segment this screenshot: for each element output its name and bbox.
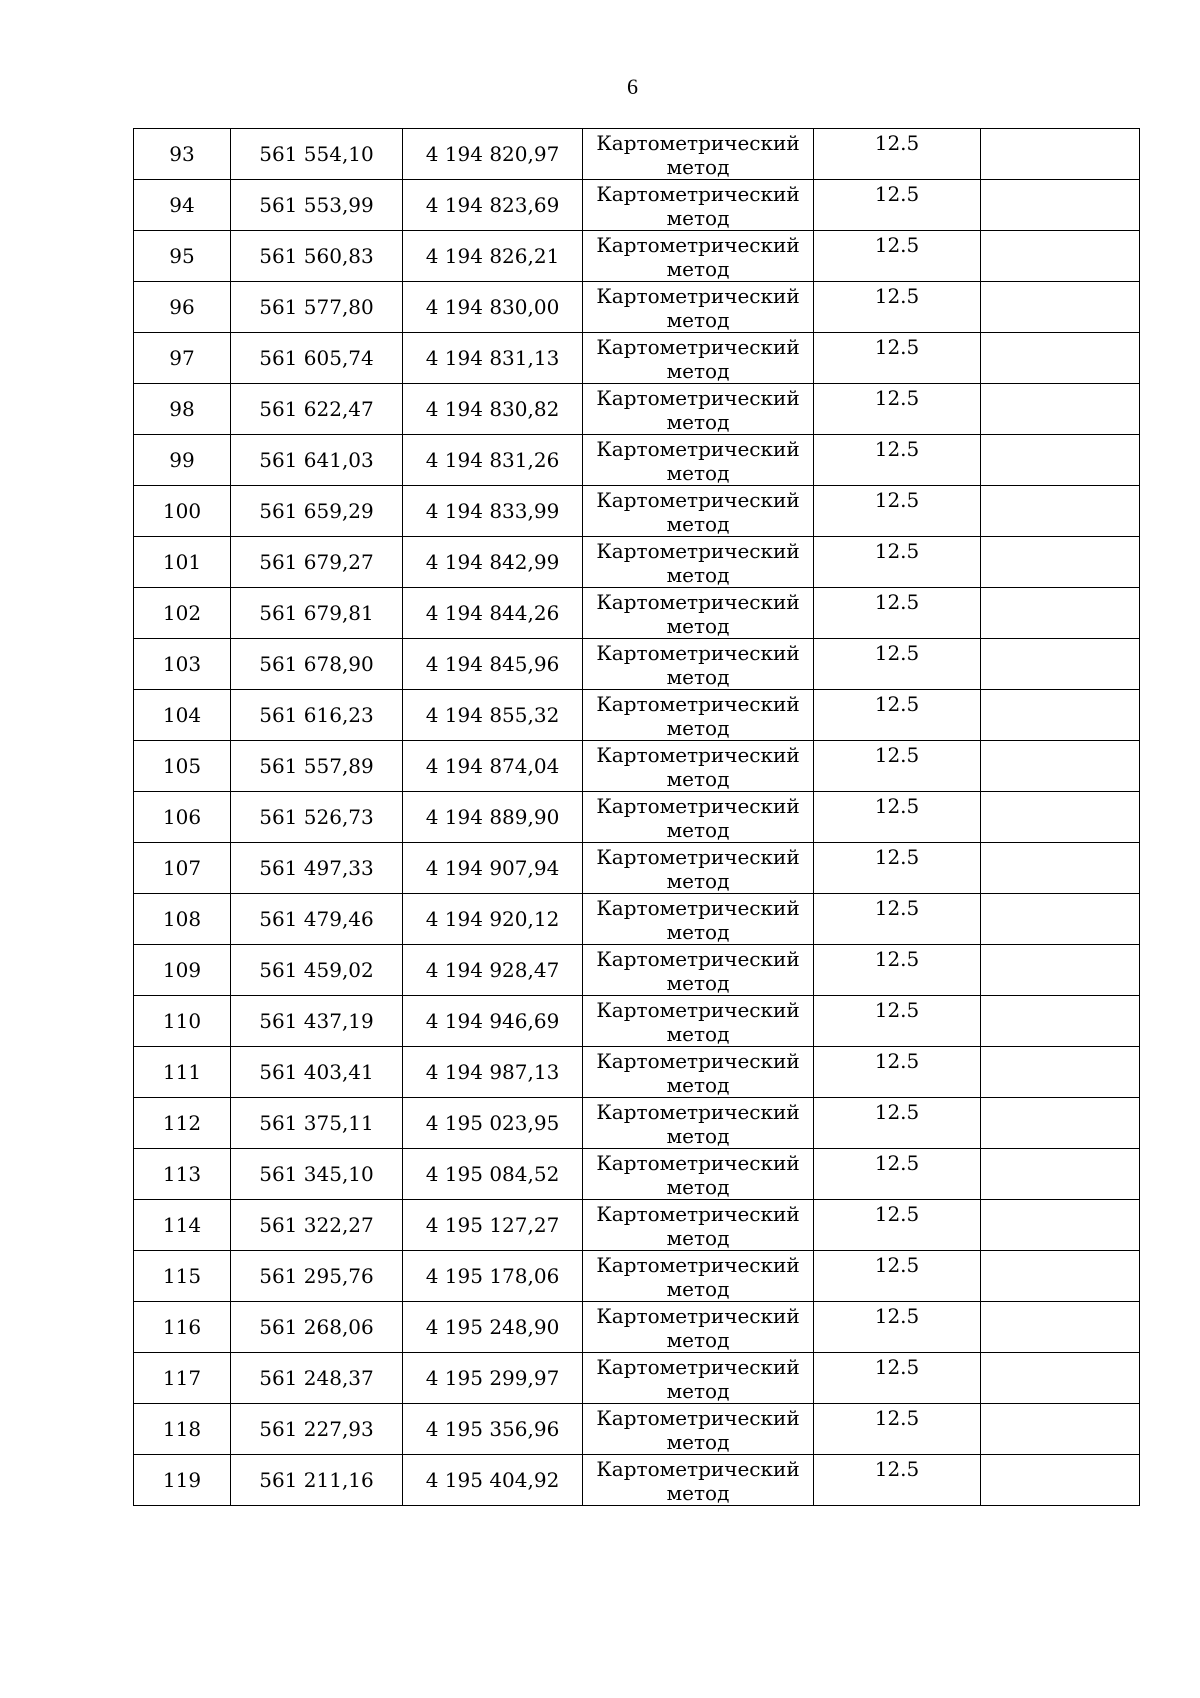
accuracy-cell: 12.5 (814, 282, 981, 333)
method-line-1: Картометрический (596, 131, 800, 155)
page-number: 6 (627, 74, 638, 99)
note-cell (981, 1098, 1140, 1149)
x-coordinate-cell: 561 679,81 (231, 588, 403, 639)
x-coordinate-cell: 561 557,89 (231, 741, 403, 792)
method-line-2: метод (666, 1328, 730, 1352)
accuracy-cell: 12.5 (814, 792, 981, 843)
method-line-1: Картометрический (596, 998, 800, 1022)
accuracy-cell: 12.5 (814, 1047, 981, 1098)
method-line-2: метод (666, 308, 730, 332)
method-line-1: Картометрический (596, 590, 800, 614)
accuracy-cell: 12.5 (814, 384, 981, 435)
x-coordinate-cell: 561 211,16 (231, 1455, 403, 1506)
table-row (134, 894, 1140, 945)
point-number-cell: 98 (134, 384, 231, 435)
method-cell (583, 486, 814, 537)
x-coordinate-cell: 561 678,90 (231, 639, 403, 690)
table-row (134, 1302, 1140, 1353)
y-coordinate-cell: 4 195 404,92 (403, 1455, 583, 1506)
method-line-2: метод (666, 1277, 730, 1301)
method-line-1: Картометрический (596, 335, 800, 359)
table-row (134, 1404, 1140, 1455)
method-cell (583, 435, 814, 486)
table-row (134, 435, 1140, 486)
accuracy-cell: 12.5 (814, 537, 981, 588)
table-row (134, 639, 1140, 690)
x-coordinate-cell: 561 227,93 (231, 1404, 403, 1455)
accuracy-cell: 12.5 (814, 690, 981, 741)
method-line-1: Картометрический (596, 743, 800, 767)
note-cell (981, 180, 1140, 231)
point-number-cell: 111 (134, 1047, 231, 1098)
x-coordinate-cell: 561 641,03 (231, 435, 403, 486)
y-coordinate-cell: 4 194 833,99 (403, 486, 583, 537)
accuracy-cell: 12.5 (814, 639, 981, 690)
table-row (134, 333, 1140, 384)
y-coordinate-cell: 4 194 928,47 (403, 945, 583, 996)
note-cell (981, 639, 1140, 690)
note-cell (981, 945, 1140, 996)
note-cell (981, 588, 1140, 639)
method-line-2: метод (666, 1430, 730, 1454)
method-cell (583, 282, 814, 333)
table-row (134, 1149, 1140, 1200)
method-line-1: Картометрический (596, 488, 800, 512)
method-cell (583, 588, 814, 639)
note-cell (981, 1302, 1140, 1353)
point-number-cell: 116 (134, 1302, 231, 1353)
method-cell (583, 1353, 814, 1404)
method-line-1: Картометрический (596, 1049, 800, 1073)
x-coordinate-cell: 561 322,27 (231, 1200, 403, 1251)
accuracy-cell: 12.5 (814, 741, 981, 792)
table-row (134, 129, 1140, 180)
method-cell (583, 1251, 814, 1302)
accuracy-cell: 12.5 (814, 1149, 981, 1200)
method-line-1: Картометрический (596, 539, 800, 563)
method-line-1: Картометрический (596, 896, 800, 920)
y-coordinate-cell: 4 194 823,69 (403, 180, 583, 231)
method-cell (583, 1047, 814, 1098)
method-line-1: Картометрический (596, 1202, 800, 1226)
method-line-2: метод (666, 1073, 730, 1097)
method-line-1: Картометрический (596, 233, 800, 257)
y-coordinate-cell: 4 194 826,21 (403, 231, 583, 282)
accuracy-cell: 12.5 (814, 588, 981, 639)
y-coordinate-cell: 4 194 830,82 (403, 384, 583, 435)
table-row (134, 588, 1140, 639)
method-line-2: метод (666, 1124, 730, 1148)
accuracy-cell: 12.5 (814, 894, 981, 945)
x-coordinate-cell: 561 560,83 (231, 231, 403, 282)
x-coordinate-cell: 561 403,41 (231, 1047, 403, 1098)
table-row (134, 282, 1140, 333)
y-coordinate-cell: 4 194 844,26 (403, 588, 583, 639)
method-line-2: метод (666, 1481, 730, 1505)
method-cell (583, 894, 814, 945)
note-cell (981, 1251, 1140, 1302)
method-line-1: Картометрический (596, 437, 800, 461)
table-row (134, 1200, 1140, 1251)
method-cell (583, 333, 814, 384)
point-number-cell: 100 (134, 486, 231, 537)
method-line-2: метод (666, 869, 730, 893)
table-row (134, 1047, 1140, 1098)
method-line-2: метод (666, 563, 730, 587)
method-line-2: метод (666, 665, 730, 689)
method-cell (583, 843, 814, 894)
accuracy-cell: 12.5 (814, 1098, 981, 1149)
accuracy-cell: 12.5 (814, 1404, 981, 1455)
point-number-cell: 117 (134, 1353, 231, 1404)
method-cell (583, 1404, 814, 1455)
y-coordinate-cell: 4 195 356,96 (403, 1404, 583, 1455)
note-cell (981, 792, 1140, 843)
y-coordinate-cell: 4 194 907,94 (403, 843, 583, 894)
x-coordinate-cell: 561 248,37 (231, 1353, 403, 1404)
table-row (134, 1353, 1140, 1404)
table-row (134, 996, 1140, 1047)
method-line-1: Картометрический (596, 182, 800, 206)
method-cell (583, 1455, 814, 1506)
x-coordinate-cell: 561 375,11 (231, 1098, 403, 1149)
accuracy-cell: 12.5 (814, 945, 981, 996)
note-cell (981, 384, 1140, 435)
note-cell (981, 537, 1140, 588)
x-coordinate-cell: 561 554,10 (231, 129, 403, 180)
y-coordinate-cell: 4 194 845,96 (403, 639, 583, 690)
y-coordinate-cell: 4 194 987,13 (403, 1047, 583, 1098)
method-cell (583, 384, 814, 435)
y-coordinate-cell: 4 194 842,99 (403, 537, 583, 588)
method-cell (583, 129, 814, 180)
y-coordinate-cell: 4 195 084,52 (403, 1149, 583, 1200)
note-cell (981, 1047, 1140, 1098)
note-cell (981, 690, 1140, 741)
method-line-1: Картометрический (596, 284, 800, 308)
point-number-cell: 110 (134, 996, 231, 1047)
method-line-2: метод (666, 410, 730, 434)
method-line-1: Картометрический (596, 386, 800, 410)
method-line-2: метод (666, 1175, 730, 1199)
method-cell (583, 690, 814, 741)
point-number-cell: 96 (134, 282, 231, 333)
y-coordinate-cell: 4 194 831,13 (403, 333, 583, 384)
table-row (134, 741, 1140, 792)
method-cell (583, 1200, 814, 1251)
method-cell (583, 180, 814, 231)
x-coordinate-cell: 561 497,33 (231, 843, 403, 894)
y-coordinate-cell: 4 194 874,04 (403, 741, 583, 792)
accuracy-cell: 12.5 (814, 435, 981, 486)
point-number-cell: 104 (134, 690, 231, 741)
note-cell (981, 894, 1140, 945)
method-line-1: Картометрический (596, 1304, 800, 1328)
method-cell (583, 945, 814, 996)
x-coordinate-cell: 561 268,06 (231, 1302, 403, 1353)
accuracy-cell: 12.5 (814, 996, 981, 1047)
accuracy-cell: 12.5 (814, 231, 981, 282)
note-cell (981, 1455, 1140, 1506)
point-number-cell: 94 (134, 180, 231, 231)
method-line-2: метод (666, 818, 730, 842)
point-number-cell: 101 (134, 537, 231, 588)
x-coordinate-cell: 561 577,80 (231, 282, 403, 333)
y-coordinate-cell: 4 194 920,12 (403, 894, 583, 945)
table-row (134, 792, 1140, 843)
method-cell (583, 1302, 814, 1353)
method-cell (583, 1149, 814, 1200)
method-line-1: Картометрический (596, 1100, 800, 1124)
method-line-1: Картометрический (596, 1406, 800, 1430)
method-line-2: метод (666, 971, 730, 995)
point-number-cell: 118 (134, 1404, 231, 1455)
table-row (134, 486, 1140, 537)
y-coordinate-cell: 4 194 830,00 (403, 282, 583, 333)
note-cell (981, 1404, 1140, 1455)
x-coordinate-cell: 561 679,27 (231, 537, 403, 588)
table-row (134, 180, 1140, 231)
method-line-1: Картометрический (596, 1457, 800, 1481)
point-number-cell: 99 (134, 435, 231, 486)
y-coordinate-cell: 4 194 831,26 (403, 435, 583, 486)
method-line-2: метод (666, 206, 730, 230)
point-number-cell: 115 (134, 1251, 231, 1302)
y-coordinate-cell: 4 194 855,32 (403, 690, 583, 741)
note-cell (981, 1200, 1140, 1251)
method-line-1: Картометрический (596, 692, 800, 716)
method-line-1: Картометрический (596, 947, 800, 971)
method-line-1: Картометрический (596, 641, 800, 665)
accuracy-cell: 12.5 (814, 486, 981, 537)
method-line-2: метод (666, 767, 730, 791)
point-number-cell: 97 (134, 333, 231, 384)
method-cell (583, 639, 814, 690)
method-line-2: метод (666, 1022, 730, 1046)
method-line-2: метод (666, 716, 730, 740)
accuracy-cell: 12.5 (814, 1302, 981, 1353)
x-coordinate-cell: 561 622,47 (231, 384, 403, 435)
method-cell (583, 792, 814, 843)
note-cell (981, 282, 1140, 333)
method-line-2: метод (666, 512, 730, 536)
method-line-2: метод (666, 1226, 730, 1250)
method-cell (583, 231, 814, 282)
table-row (134, 384, 1140, 435)
y-coordinate-cell: 4 195 299,97 (403, 1353, 583, 1404)
method-line-2: метод (666, 155, 730, 179)
table-row (134, 945, 1140, 996)
y-coordinate-cell: 4 194 820,97 (403, 129, 583, 180)
point-number-cell: 114 (134, 1200, 231, 1251)
note-cell (981, 435, 1140, 486)
note-cell (981, 333, 1140, 384)
point-number-cell: 93 (134, 129, 231, 180)
y-coordinate-cell: 4 195 127,27 (403, 1200, 583, 1251)
point-number-cell: 113 (134, 1149, 231, 1200)
y-coordinate-cell: 4 195 248,90 (403, 1302, 583, 1353)
method-cell (583, 996, 814, 1047)
method-line-2: метод (666, 257, 730, 281)
method-line-2: метод (666, 614, 730, 638)
accuracy-cell: 12.5 (814, 1353, 981, 1404)
method-line-1: Картометрический (596, 1151, 800, 1175)
point-number-cell: 109 (134, 945, 231, 996)
accuracy-cell: 12.5 (814, 1200, 981, 1251)
method-cell (583, 1098, 814, 1149)
note-cell (981, 231, 1140, 282)
method-line-2: метод (666, 920, 730, 944)
x-coordinate-cell: 561 479,46 (231, 894, 403, 945)
note-cell (981, 996, 1140, 1047)
method-cell (583, 741, 814, 792)
x-coordinate-cell: 561 526,73 (231, 792, 403, 843)
accuracy-cell: 12.5 (814, 129, 981, 180)
coordinates-table (133, 128, 1140, 1506)
y-coordinate-cell: 4 194 889,90 (403, 792, 583, 843)
x-coordinate-cell: 561 295,76 (231, 1251, 403, 1302)
method-line-1: Картометрический (596, 1253, 800, 1277)
method-line-1: Картометрический (596, 794, 800, 818)
method-line-1: Картометрический (596, 845, 800, 869)
note-cell (981, 741, 1140, 792)
method-line-2: метод (666, 1379, 730, 1403)
table-row (134, 231, 1140, 282)
point-number-cell: 106 (134, 792, 231, 843)
y-coordinate-cell: 4 194 946,69 (403, 996, 583, 1047)
note-cell (981, 486, 1140, 537)
x-coordinate-cell: 561 459,02 (231, 945, 403, 996)
point-number-cell: 102 (134, 588, 231, 639)
table-row (134, 690, 1140, 741)
note-cell (981, 1353, 1140, 1404)
method-line-2: метод (666, 461, 730, 485)
x-coordinate-cell: 561 437,19 (231, 996, 403, 1047)
method-line-1: Картометрический (596, 1355, 800, 1379)
accuracy-cell: 12.5 (814, 1455, 981, 1506)
note-cell (981, 129, 1140, 180)
y-coordinate-cell: 4 195 023,95 (403, 1098, 583, 1149)
table-row (134, 537, 1140, 588)
table-row (134, 1455, 1140, 1506)
method-line-2: метод (666, 359, 730, 383)
table-row (134, 1098, 1140, 1149)
x-coordinate-cell: 561 605,74 (231, 333, 403, 384)
accuracy-cell: 12.5 (814, 1251, 981, 1302)
coordinates-table-body (134, 129, 1140, 1506)
table-row (134, 843, 1140, 894)
x-coordinate-cell: 561 659,29 (231, 486, 403, 537)
accuracy-cell: 12.5 (814, 333, 981, 384)
point-number-cell: 112 (134, 1098, 231, 1149)
accuracy-cell: 12.5 (814, 843, 981, 894)
accuracy-cell: 12.5 (814, 180, 981, 231)
table-row (134, 1251, 1140, 1302)
note-cell (981, 843, 1140, 894)
point-number-cell: 103 (134, 639, 231, 690)
point-number-cell: 108 (134, 894, 231, 945)
y-coordinate-cell: 4 195 178,06 (403, 1251, 583, 1302)
point-number-cell: 105 (134, 741, 231, 792)
method-cell (583, 537, 814, 588)
note-cell (981, 1149, 1140, 1200)
x-coordinate-cell: 561 553,99 (231, 180, 403, 231)
x-coordinate-cell: 561 616,23 (231, 690, 403, 741)
x-coordinate-cell: 561 345,10 (231, 1149, 403, 1200)
point-number-cell: 119 (134, 1455, 231, 1506)
point-number-cell: 95 (134, 231, 231, 282)
point-number-cell: 107 (134, 843, 231, 894)
